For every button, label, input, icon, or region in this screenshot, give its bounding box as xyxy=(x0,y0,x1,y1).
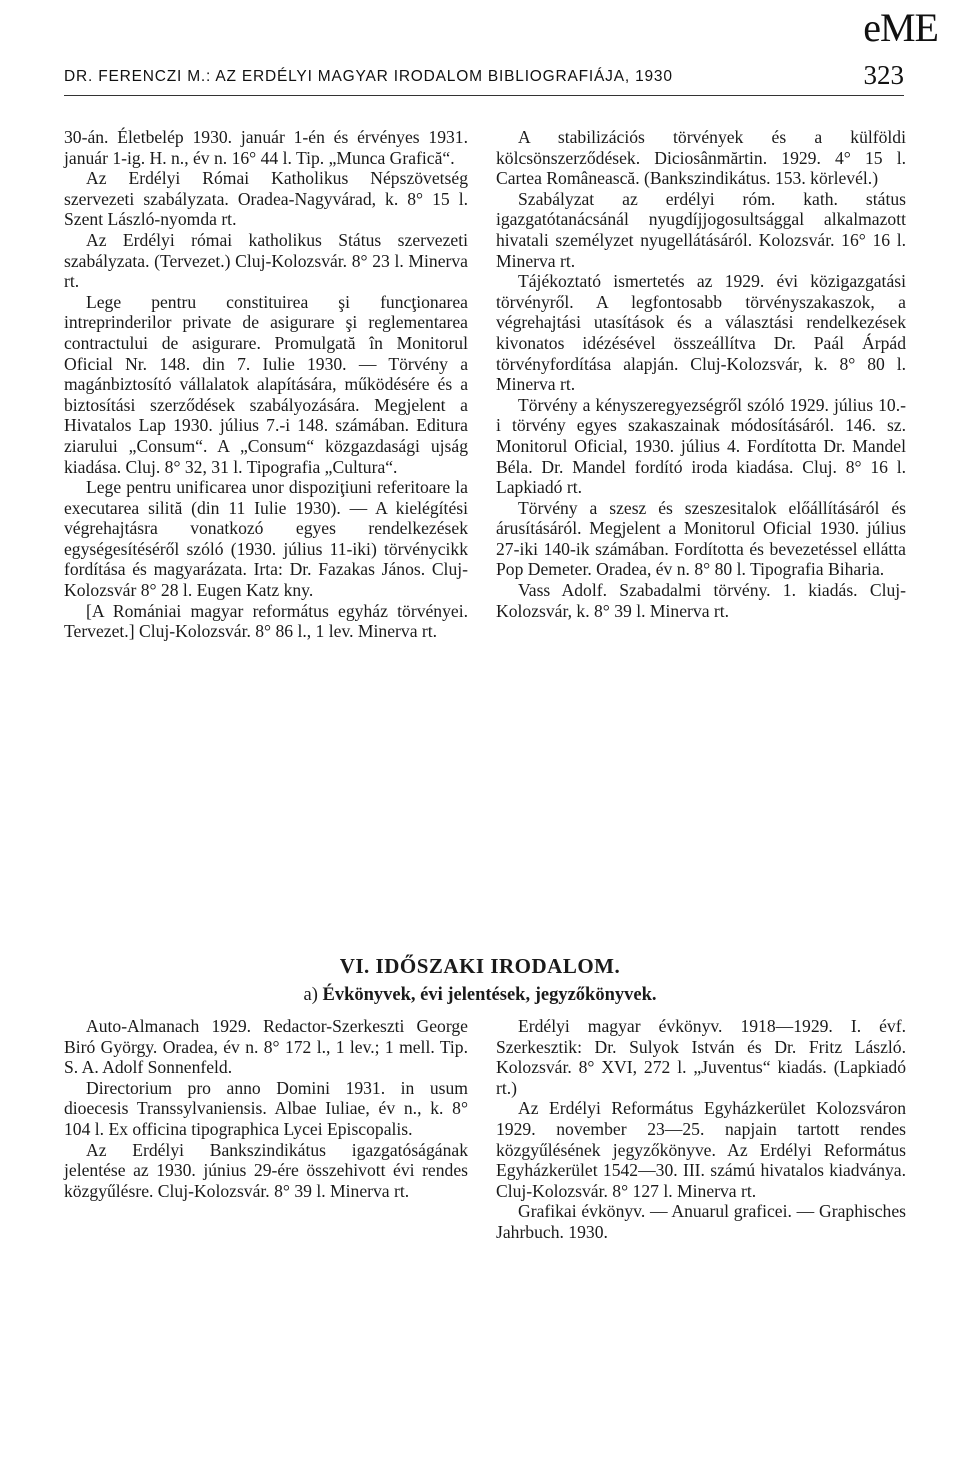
entry-paragraph: Auto-Almanach 1929. Redactor-Szerkeszti George Biró György. Oradea, év n. 8° 172 l., 1 lev.; 1 mell. Tip. S. A. Adolf Sonnenfeld. xyxy=(64,1016,468,1078)
sub-heading-prefix: a) xyxy=(303,985,318,1005)
header-title: DR. FERENCZI M.: AZ ERDÉLYI MAGYAR IRODALOM BIBLIOGRAFIÁJA, 1930 xyxy=(64,68,673,85)
column-bottom-right xyxy=(496,1016,906,1376)
entry-paragraph: Lege pentru constituirea şi funcţionarea intreprinderilor private de asigurare şi reglementarea contractului de asigurare. Promulgată în Monitorul Oficial Nr. 148. din 7. Iulie 1930. — Törvény a magánbiztosító vállalatok alapítására, működésére és a biztosítási szerződések szabályozására. Megjelent a Hivatalos Lap 1930. július 7.-i 148. számában. Editura ziarului „Consum“. A „Consum“ közgazdasági ujság kiadása. Cluj. 8° 32, 31 l. Tipografia „Cultura“. xyxy=(64,291,468,477)
entry-paragraph: Grafikai évkönyv. — Anuarul graficei. — Graphisches Jahrbuch. 1930. xyxy=(496,1201,906,1242)
column-top-right xyxy=(496,127,906,917)
column-top-left xyxy=(64,127,468,917)
entry-paragraph: Erdélyi magyar évkönyv. 1918—1929. I. évf. Szerkesztik: Dr. Sulyok István és Dr. Fritz László. Kolozsvár. 8° XVI, 272 l. „Juventus“ kiadás. (Lapkiadó rt.) xyxy=(496,1016,906,1098)
entry-paragraph: Szabályzat az erdélyi róm. kath. státus igazgatótanácsánál nyugdíjjogosultsággal alkalmazott hivatali személyzet nyugellátásáról. Kolozsvár. 16° 16 l. Minerva rt. xyxy=(496,188,906,271)
entry-paragraph: Tájékoztató ismertetés az 1929. évi közigazgatási törvényről. A legfontosabb törvényszakaszok, a végrehajtási utasítások és a választási rendelkezések kivonatos idézésével összeállítva Dr. Paál Árpád törvényfordítása alapján. Cluj-Kolozsvár, k. 8° 80 l. Minerva rt. xyxy=(496,271,906,395)
sub-heading-title: Évkönyvek, évi jelentések, jegyzőkönyvek. xyxy=(322,985,657,1005)
sub-heading xyxy=(0,985,960,1006)
section-heading: VI. IDŐSZAKI IRODALOM. xyxy=(339,954,621,978)
entry-paragraph: [A Romániai magyar református egyház törvényei. Tervezet.] Cluj-Kolozsvár. 8° 86 l., 1 lev. Minerva rt. xyxy=(64,600,468,642)
entry-paragraph: Directorium pro anno Domini 1931. in usum dioecesis Transsylvaniensis. Albae Iuliae, év n., k. 8° 104 l. Ex officina tipographica Lycei Episcopalis. xyxy=(64,1077,468,1139)
entry-paragraph: Lege pentru unificarea unor dispoziţiuni referitoare la executarea silită (din 11 Iulie 1930). — A kielégítési végrehajtásra vonatkozó egyes rendelkezések egységesítéséről szóló (1930. július 11-iki) törvénycikk fordítása és magyarázata. Irta: Dr. Fazakas János. Cluj-Kolozsvár 8° 28 l. Eugen Katz kny. xyxy=(64,477,468,601)
running-header xyxy=(64,62,904,98)
entry-paragraph: Az Erdélyi Bankszindikátus igazgatóságának jelentése az 1930. június 29-ére összehivott évi rendes közgyűlésre. Cluj-Kolozsvár. 8° 39 l. Minerva rt. xyxy=(64,1139,468,1201)
entry-paragraph: Vass Adolf. Szabadalmi törvény. 1. kiadás. Cluj-Kolozsvár, k. 8° 39 l. Minerva rt. xyxy=(496,580,906,621)
entry-paragraph: 30-án. Életbelép 1930. január 1-én és érvényes 1931. január 1-ig. H. n., év n. 16° 44 l. Tip. „Munca Grafică“. xyxy=(64,127,468,168)
entry-paragraph: Az Erdélyi Római Katholikus Népszövetség szervezeti szabályzata. Oradea-Nagyvárad, k. 8° 15 l. Szent László-nyomda rt. xyxy=(64,168,468,230)
entry-paragraph: A stabilizációs törvények és a külföldi kölcsönszerződések. Diciosânmărtin. 1929. 4° 15 l. Cartea Românească. (Bankszindikátus. 153. körlevél.) xyxy=(496,127,906,189)
entry-paragraph: Törvény a szesz és szeszesitalok előállításáról és árusításáról. Megjelent a Monitorul Oficial 1930. július 27-iki 140-ik számában. Fordította és bevezetéssel ellátta Pop Demeter. Oradea, év n. 8° 80 l. Tipografia Biharia. xyxy=(496,497,906,580)
header-rule xyxy=(64,95,904,96)
column-bottom-left xyxy=(64,1016,468,1376)
entry-paragraph: Az Erdélyi római katholikus Státus szervezeti szabályzata. (Tervezet.) Cluj-Kolozsvár. 8° 23 l. Minerva rt. xyxy=(64,229,468,292)
entry-paragraph: Az Erdélyi Református Egyházkerület Kolozsváron 1929. november 23—25. napjain tartott rendes közgyűlésének jegyzőkönyve. Az Erdélyi Református Egyházkerület 1542—30. III. számú hivatalos kiadványa. Cluj-Kolozsvár. 8° 127 l. Minerva rt. xyxy=(496,1098,906,1201)
page-number: 323 xyxy=(863,60,904,90)
entry-paragraph: Törvény a kényszeregyezségről szóló 1929. július 10.-i törvény egyes szakaszainak módosításáról. 146. sz. Monitorul Oficial, 1930. július 4. Fordította Dr. Mandel Béla. Dr. Mandel fordító iroda kiadása. Cluj. 8° 16 l. Lapkiadó rt. xyxy=(496,394,906,498)
watermark-logo: eME xyxy=(863,5,938,50)
